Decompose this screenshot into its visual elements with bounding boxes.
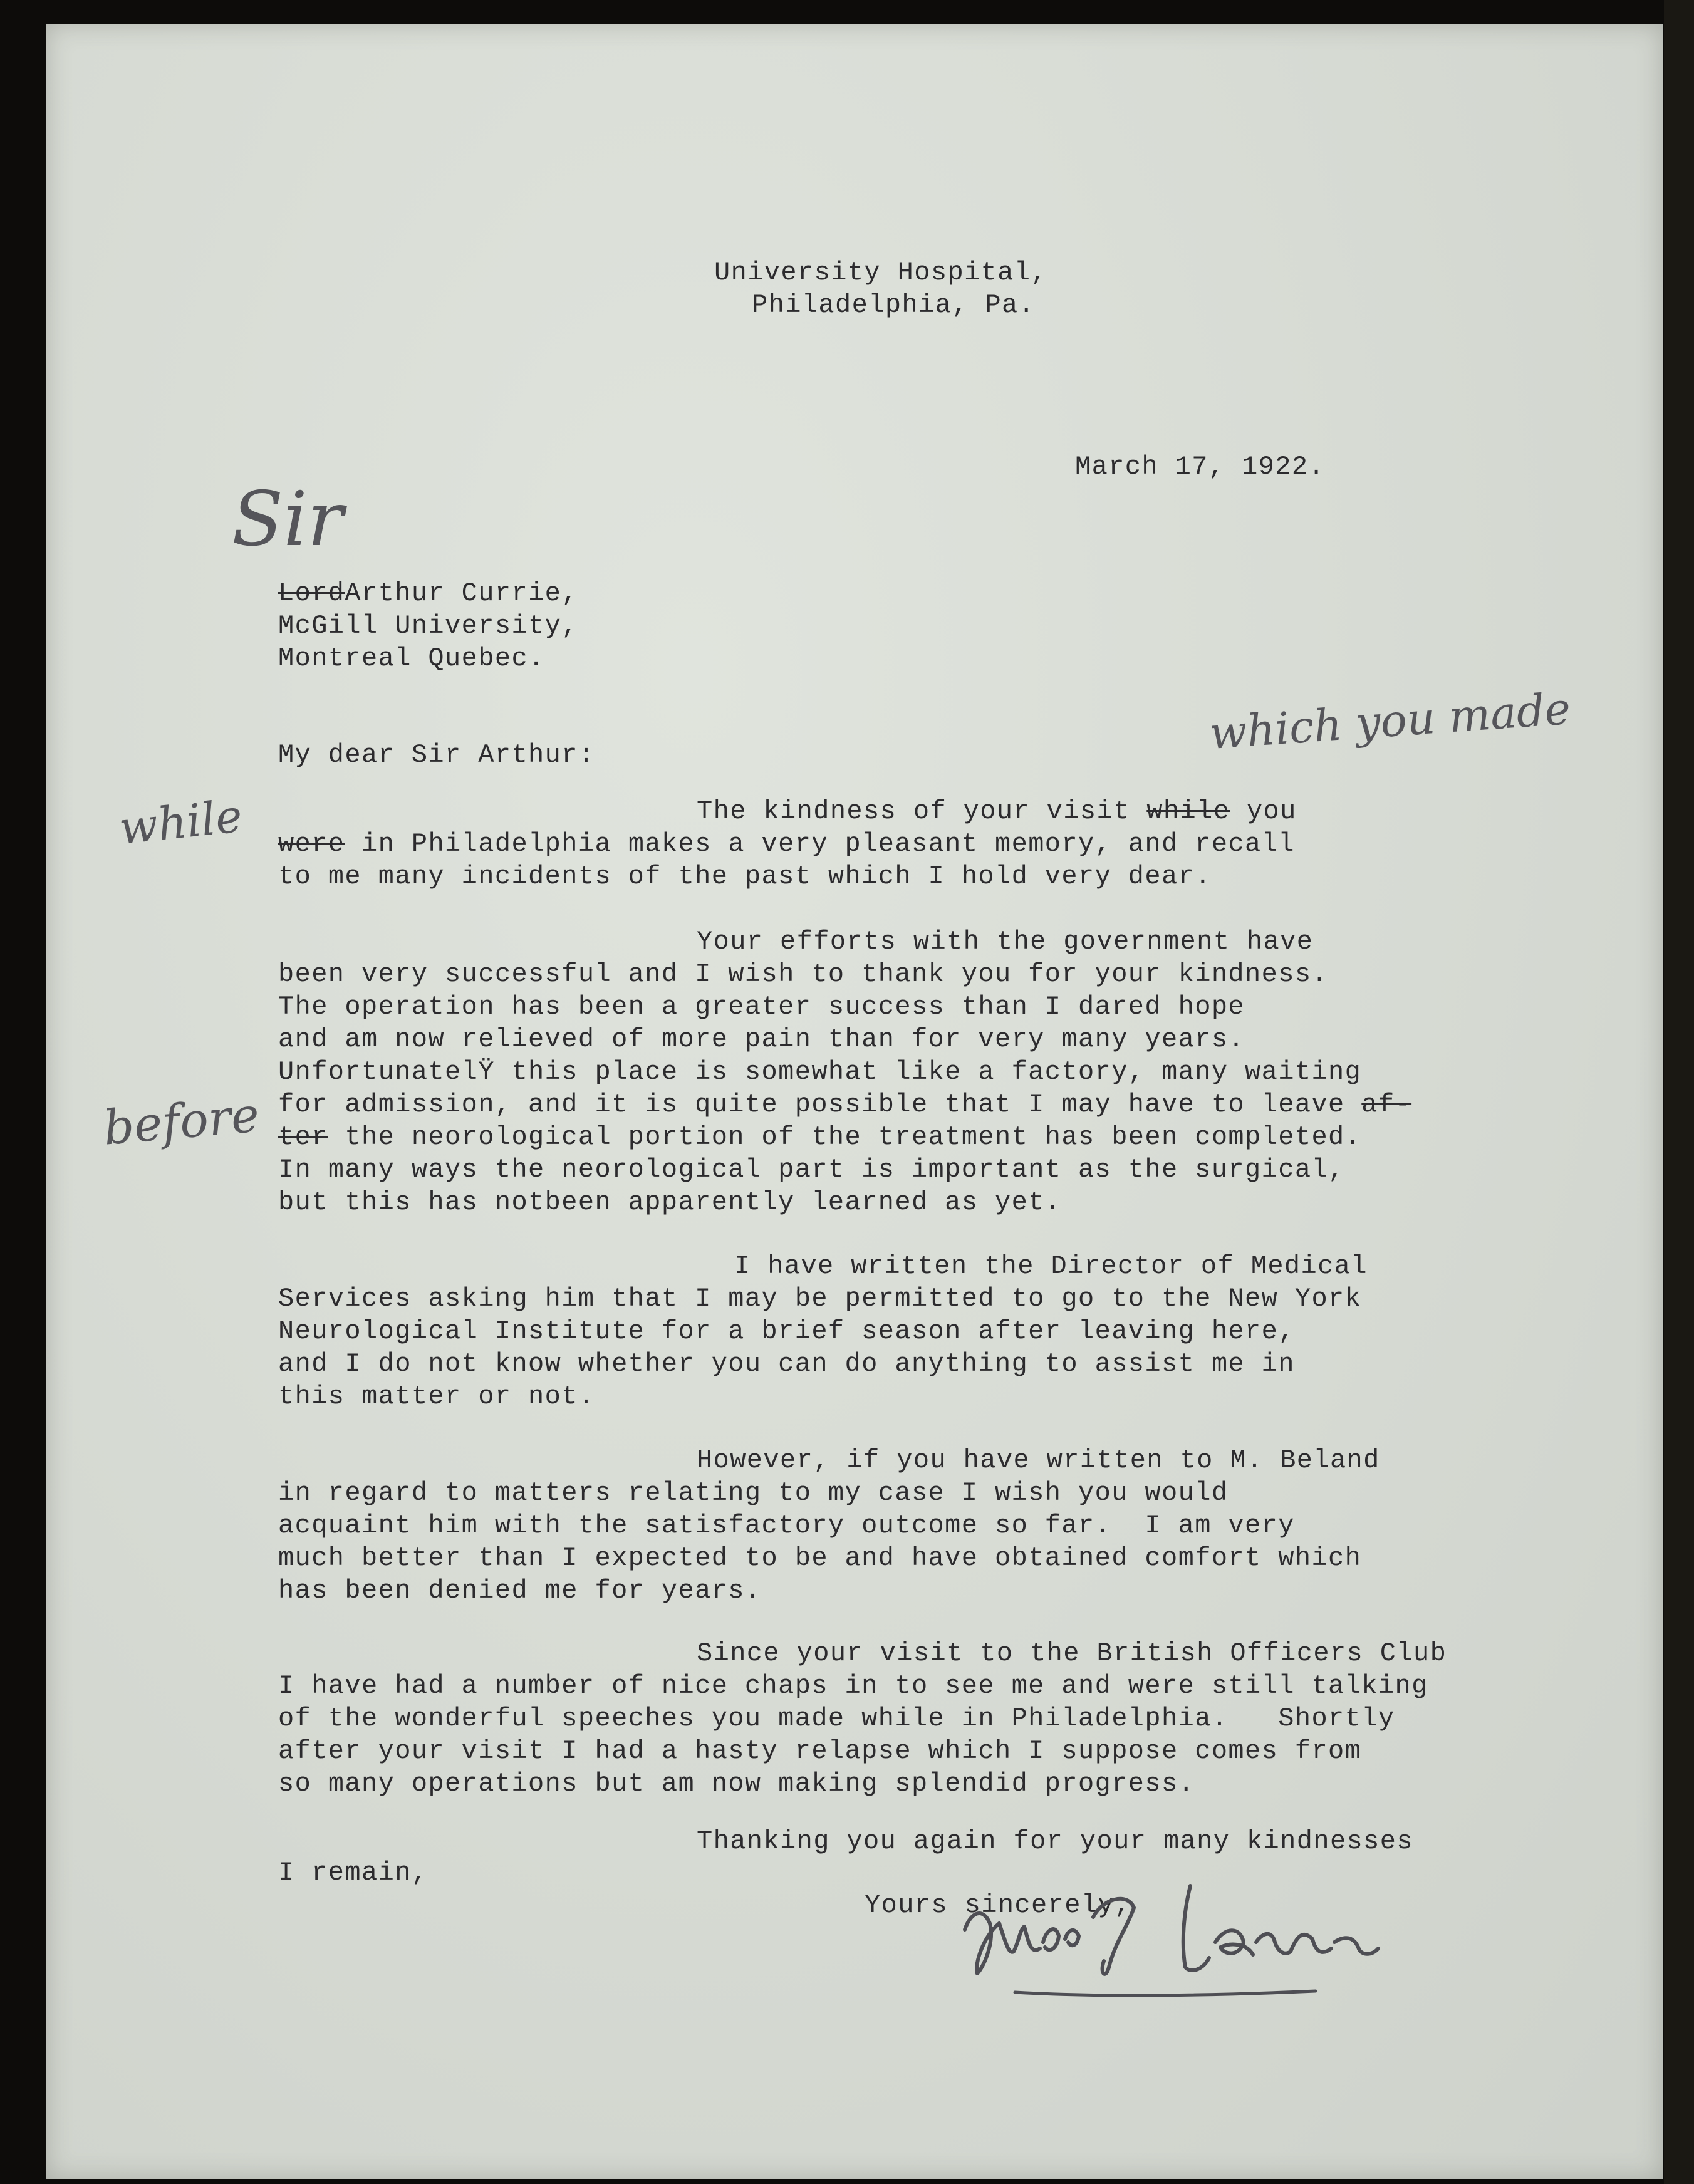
paragraph3-line-3: Neurological Institute for a brief season after leaving here,	[278, 1316, 1295, 1346]
recipient-line-1	[278, 576, 578, 610]
closing-thanks: Thanking you again for your many kindnesses	[697, 1826, 1413, 1856]
paragraph4-line-4: much better than I expected to be and have obtained comfort which	[278, 1543, 1362, 1573]
annotation-which-you-made: which you made	[1207, 682, 1572, 760]
p2-text-6: for admission, and it is quite possible that I may have to leave	[278, 1089, 1362, 1120]
letterhead-line-1: University Hospital,	[714, 257, 1048, 288]
p1-text-b: you	[1230, 796, 1297, 826]
paragraph4-line-2: in regard to matters relating to my case I wish you would	[278, 1478, 1229, 1508]
struck-title: Lord	[278, 578, 345, 608]
paragraph5-line-1: Since your visit to the British Officers Club	[697, 1638, 1447, 1668]
p2-struck-af: af-	[1361, 1089, 1412, 1120]
paragraph3-line-1: I have written the Director of Medical	[734, 1251, 1368, 1281]
paragraph1-line-3: to me many incidents of the past which I hold very dear.	[278, 861, 1212, 892]
paragraph2-line-6	[278, 1088, 1411, 1121]
recipient-line-3: Montreal Quebec.	[278, 643, 545, 673]
paragraph2-line-3: The operation has been a greater success than I dared hope	[278, 992, 1245, 1022]
signature-image	[940, 1848, 1416, 2011]
paragraph2-line-5: UnfortunatelŸ this place is somewhat like a factory, many waiting	[278, 1057, 1362, 1087]
paragraph3-line-4: and I do not know whether you can do anything to assist me in	[278, 1349, 1295, 1379]
scan-edge	[1664, 0, 1694, 2184]
paragraph3-line-2: Services asking him that I may be permitted to go to the New York	[278, 1284, 1362, 1314]
annotation-while: while	[117, 789, 245, 855]
paragraph1-line-2	[278, 827, 1295, 861]
p1-text-c: in Philadelphia makes a very pleasant memory, and recall	[345, 829, 1295, 859]
salutation: My dear Sir Arthur:	[278, 740, 595, 770]
p2-text-7: the neorological portion of the treatment has been completed.	[328, 1122, 1362, 1152]
p1-text-a: The kindness of your visit	[697, 796, 1147, 826]
letter-date: March 17, 1922.	[1075, 452, 1326, 482]
recipient-name: Arthur Currie,	[345, 578, 578, 608]
closing-remain: I remain,	[278, 1858, 429, 1888]
paragraph5-line-4: after your visit I had a hasty relapse which I suppose comes from	[278, 1736, 1362, 1766]
paragraph4-line-5: has been denied me for years.	[278, 1576, 762, 1606]
paragraph2-line-7	[278, 1120, 1361, 1154]
paragraph1-line-1	[697, 794, 1297, 828]
paragraph4-line-3: acquaint him with the satisfactory outcome so far. I am very	[278, 1511, 1295, 1541]
paragraph2-line-2: been very successful and I wish to thank you for your kindness.	[278, 959, 1329, 989]
paragraph3-line-5: this matter or not.	[278, 1381, 595, 1412]
paragraph5-line-3: of the wonderful speeches you made while in Philadelphia. Shortly	[278, 1703, 1395, 1734]
closing-sincerely: Yours sincerely,	[865, 1890, 1131, 1920]
p1-struck-were: were	[278, 829, 345, 859]
paragraph2-line-9: but this has notbeen apparently learned as yet.	[278, 1187, 1062, 1217]
p2-struck-ter: ter	[278, 1122, 328, 1152]
letterhead-line-2: Philadelphia, Pa.	[752, 290, 1036, 320]
paragraph2-line-4: and am now relieved of more pain than for very many years.	[278, 1024, 1245, 1054]
annotation-before: before	[101, 1086, 262, 1156]
p1-struck-while: while	[1146, 796, 1230, 826]
paragraph2-line-1: Your efforts with the government have	[697, 927, 1314, 957]
paragraph4-line-1: However, if you have written to M. Beland	[697, 1445, 1380, 1475]
paragraph5-line-2: I have had a number of nice chaps in to see me and were still talking	[278, 1671, 1428, 1701]
recipient-line-2: McGill University,	[278, 611, 578, 641]
paragraph5-line-5: so many operations but am now making splendid progress.	[278, 1769, 1195, 1799]
paragraph2-line-8: In many ways the neorological part is important as the surgical,	[278, 1155, 1345, 1185]
handwritten-sir: Sir	[232, 476, 343, 563]
